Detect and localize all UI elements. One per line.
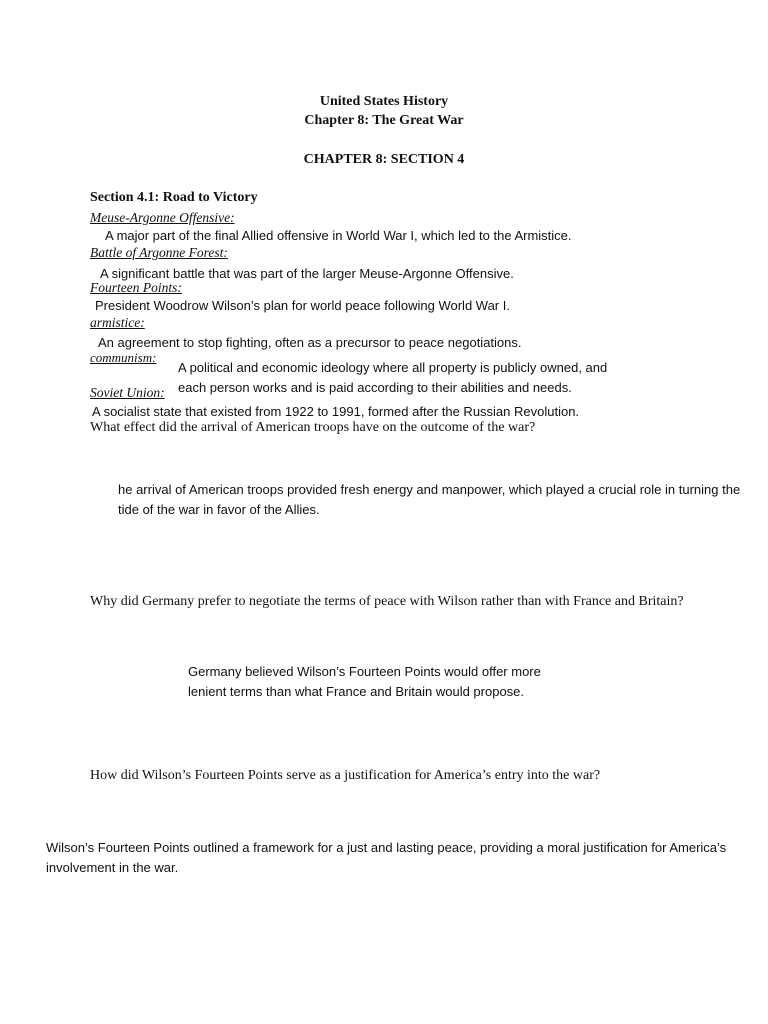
course-title: United States History [319,94,449,109]
answer-2: Germany believed Wilson’s Fourteen Points would offer more lenient terms than what France and Britain would propose. [188,664,541,699]
definition-fourteen-points: President Woodrow Wilson’s plan for world peace following World War I. [95,298,510,313]
question-1: What effect did the arrival of American troops have on the outcome of the war? [90,420,536,435]
chapter-title: Chapter 8: The Great War [304,113,464,128]
term-argonne-forest: Battle of Argonne Forest: [90,245,228,260]
term-fourteen-points: Fourteen Points: [90,280,182,295]
answer-1: he arrival of American troops provided fresh energy and manpower, which played a crucial role in turning the tide of the war in favor of the Allies. [118,482,741,517]
definition-meuse-argonne: A major part of the final Allied offensive in World War I, which led to the Armistice. [105,228,572,243]
subsection-heading: Section 4.1: Road to Victory [90,190,258,205]
term-meuse-argonne: Meuse-Argonne Offensive: [90,210,235,225]
definition-armistice: An agreement to stop fighting, often as a precursor to peace negotiations. [98,335,522,350]
question-2: Why did Germany prefer to negotiate the terms of peace with Wilson rather than with France and Britain? [90,594,684,609]
term-soviet-union: Soviet Union: [90,385,165,400]
term-communism: communism: [90,350,157,365]
question-3: How did Wilson’s Fourteen Points serve as a justification for America’s entry into the war? [90,768,601,783]
answer-3: Wilson’s Fourteen Points outlined a framework for a just and lasting peace, providing a moral justification for America’s involvement in the war. [46,840,727,875]
section-heading: CHAPTER 8: SECTION 4 [303,152,465,167]
term-armistice: armistice: [90,315,145,330]
definition-soviet-union: A socialist state that existed from 1922 to 1991, formed after the Russian Revolution. [92,404,580,419]
definition-communism-line1: A political and economic ideology where all property is publicly owned, and [178,360,608,375]
definition-communism-line2: each person works and is paid according to their abilities and needs. [178,380,572,395]
definition-argonne-forest: A significant battle that was part of the larger Meuse-Argonne Offensive. [100,266,514,281]
